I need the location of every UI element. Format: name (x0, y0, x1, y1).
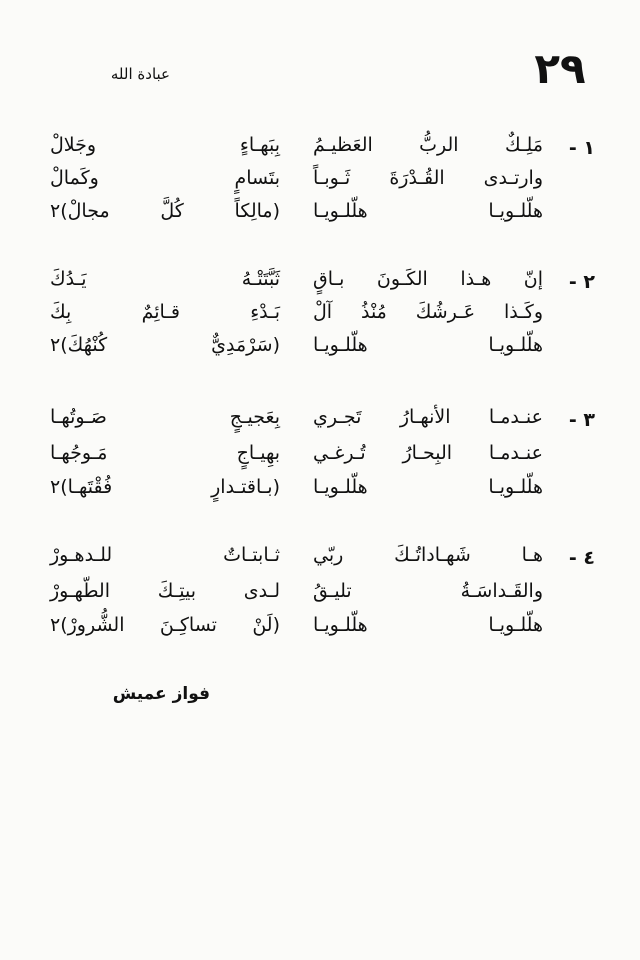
verse-line (50, 538, 543, 572)
line-first-half: هلّلـويـا هلّلـويـا (313, 334, 543, 356)
line-second-half: بِبَهـاءٍ وجَلالْ (50, 134, 280, 156)
author-name: فواز عميش (112, 684, 210, 704)
line-first-half: وارتـدى القُـدْرَةَ ثَـوبـاً (313, 167, 543, 189)
section-title: عبادة الله (110, 65, 170, 83)
line-first-half: مَلِـكٌ الربُّ العَظيـمُ (313, 134, 543, 156)
line-second-half: ثـابتـاتٌ للـدهـورْ (50, 544, 280, 566)
line-second-half: بَـدْءِ قـائِمٌ بِكَ (50, 301, 280, 323)
verse-number: ١ - (568, 137, 595, 159)
verse-line (50, 295, 543, 329)
line-first-half: والقَـداسَـةُ تليـقُ (313, 580, 543, 602)
line-first-half: هـا شَهـاداتُـكَ ربّي (313, 544, 543, 566)
line-first-half: عنـدمـا الأنهـارُ تَجـري (313, 406, 543, 428)
verse-number: ٣ - (568, 409, 595, 431)
line-second-half: (لَنْ تساكِـنَ الشُّرورْ)٢ (50, 614, 280, 636)
verse-1 (50, 128, 595, 248)
line-first-half: هلّلـويـا هلّلـويـا (313, 614, 543, 636)
line-first-half: هلّلـويـا هلّلـويـا (313, 476, 543, 498)
verse-2 (50, 262, 595, 382)
page-number: ٢٩ (534, 44, 586, 93)
verse-3 (50, 400, 595, 520)
line-second-half: (بـاقتـدارٍ فُقْتَهـا)٢ (50, 476, 280, 498)
verse-line (50, 400, 543, 434)
line-second-half: بهِيـاجٍ مَـوجُهـا (50, 442, 280, 464)
line-first-half: هلّلـويـا هلّلـويـا (313, 200, 543, 222)
line-second-half: (مالِكاً كُلَّ مجالْ)٢ (50, 200, 280, 222)
verse-refrain (50, 608, 543, 642)
verse-line (50, 574, 543, 608)
verse-line (50, 436, 543, 470)
line-first-half: عنـدمـا البِحـارُ تُـرغـي (313, 442, 543, 464)
verse-line (50, 262, 543, 296)
verse-4 (50, 538, 595, 658)
line-second-half: بتَسامٍ وكَمالْ (50, 167, 280, 189)
verse-line (50, 161, 543, 195)
verse-number: ٢ - (568, 271, 595, 293)
verse-refrain (50, 194, 543, 228)
line-second-half: (سَرْمَدِيٌّ كُنْهُكَ)٢ (50, 334, 280, 356)
verse-refrain (50, 328, 543, 362)
line-first-half: وكَـذا عَـرشُكَ مُنْذُ آلْ (313, 301, 543, 323)
verse-number: ٤ - (568, 547, 595, 569)
line-first-half: إنّ هـذا الكَـونَ بـاقٍ (313, 268, 543, 290)
line-second-half: لـدى بيتِـكَ الطّهـورْ (50, 580, 280, 602)
line-second-half: ثَبَّتَتْـهُ يَـدُكَ (50, 268, 280, 290)
verse-line (50, 128, 543, 162)
line-second-half: بِعَجيـجٍ صَـوتُهـا (50, 406, 280, 428)
verse-refrain (50, 470, 543, 504)
